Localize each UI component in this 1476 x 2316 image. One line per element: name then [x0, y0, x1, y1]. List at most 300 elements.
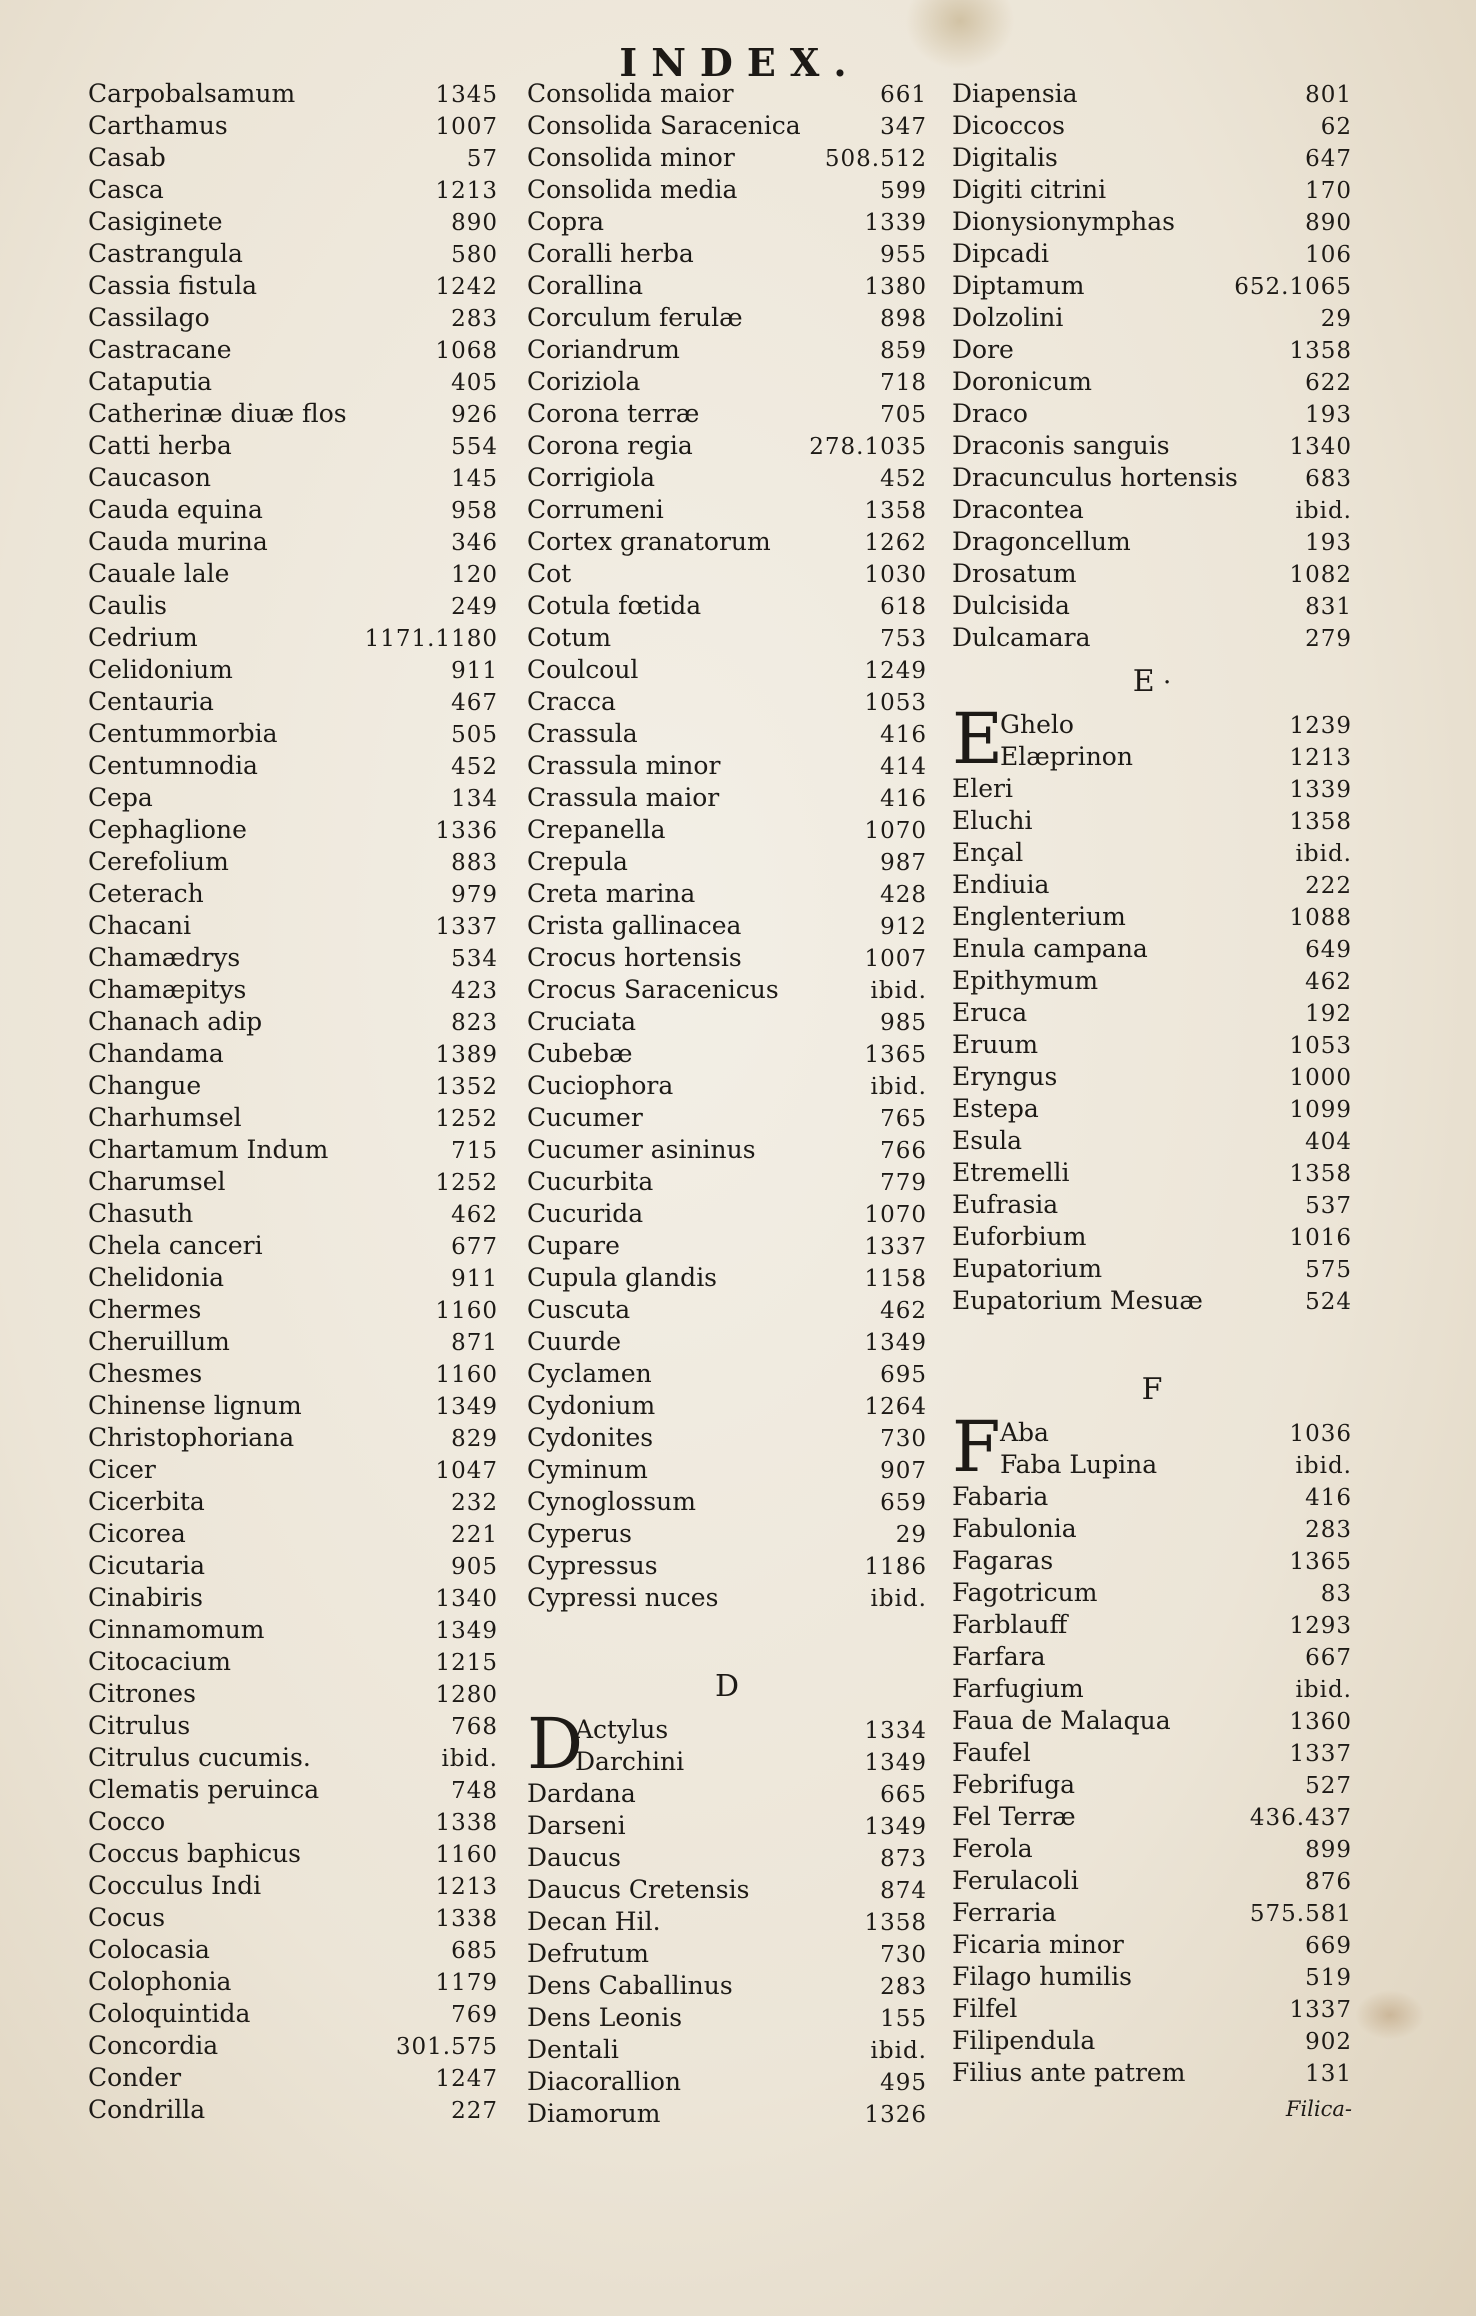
- entry-page-ref: 902: [1305, 2029, 1352, 2055]
- entry-term: Caulis: [88, 591, 167, 620]
- entry-page-ref: 649: [1305, 937, 1352, 963]
- entry-term: Dolzolini: [952, 303, 1064, 332]
- entry-page-ref: 534: [451, 946, 498, 972]
- entry-term: Cauda equina: [88, 495, 263, 524]
- entry-term: Catherinæ diuæ flos: [88, 399, 347, 428]
- entry-page-ref: 899: [1305, 1837, 1352, 1863]
- entry-page-ref: 683: [1305, 466, 1352, 492]
- entry-page-ref: 505: [451, 722, 498, 748]
- entry-term: Citocacium: [88, 1647, 231, 1676]
- entry-page-ref: 748: [451, 1778, 498, 1804]
- entry-page-ref: 1215: [435, 1650, 498, 1676]
- index-entry: [952, 1481, 1352, 1513]
- index-entry: [88, 1038, 498, 1070]
- entry-term: Eluchi: [952, 806, 1033, 835]
- entry-page-ref: 193: [1305, 402, 1352, 428]
- entries-block: [952, 78, 1352, 654]
- index-entry: [88, 1294, 498, 1326]
- index-entry: [527, 1906, 927, 1938]
- entry-page-ref: 283: [880, 1974, 927, 2000]
- entry-term: Cerefolium: [88, 847, 229, 876]
- entry-term: Darchini: [575, 1747, 685, 1776]
- entry-term: Cinnamomum: [88, 1615, 265, 1644]
- entry-term: Cauale lale: [88, 559, 230, 588]
- entry-page-ref: 652.1065: [1234, 274, 1352, 300]
- entry-term: Dardana: [527, 1779, 636, 1808]
- entry-page-ref: 283: [451, 306, 498, 332]
- entry-page-ref: 871: [451, 1330, 498, 1356]
- entry-page-ref: 905: [451, 1554, 498, 1580]
- entry-term: Cicer: [88, 1455, 156, 1484]
- entry-term: Chela canceri: [88, 1231, 263, 1260]
- index-entry: [527, 2066, 927, 2098]
- entry-page-ref: 1339: [1289, 777, 1352, 803]
- entry-page-ref: 580: [451, 242, 498, 268]
- entry-page-ref: 1380: [864, 274, 927, 300]
- entry-page-ref: 1340: [435, 1586, 498, 1612]
- entry-page-ref: 907: [880, 1458, 927, 1484]
- entry-term: Farblauff: [952, 1610, 1068, 1639]
- entry-term: Centummorbia: [88, 719, 278, 748]
- entry-page-ref: 1158: [864, 1266, 927, 1292]
- entry-term: Eupatorium: [952, 1254, 1103, 1283]
- index-entry: [88, 910, 498, 942]
- entry-page-ref: 554: [451, 434, 498, 460]
- index-column-3: [952, 78, 1352, 2129]
- entry-term: Ferraria: [952, 1898, 1057, 1927]
- entry-term: Coriziola: [527, 367, 641, 396]
- entry-page-ref: 1239: [1289, 713, 1352, 739]
- index-entry: [952, 1705, 1352, 1737]
- entry-term: Centauria: [88, 687, 214, 716]
- index-entry: [527, 2034, 927, 2066]
- entry-page-ref: 155: [880, 2006, 927, 2032]
- entry-page-ref: 753: [880, 626, 927, 652]
- index-entry: [88, 2062, 498, 2094]
- index-entry: [527, 1358, 927, 1390]
- index-entry: [527, 1874, 927, 1906]
- index-entry: [952, 837, 1352, 869]
- entry-page-ref: 436.437: [1249, 1805, 1352, 1831]
- entry-page-ref: 926: [451, 402, 498, 428]
- index-entry: [952, 869, 1352, 901]
- entry-page-ref: ibid.: [870, 978, 927, 1004]
- entry-term: Dionysionymphas: [952, 207, 1175, 236]
- section-heading-f: F: [1141, 1372, 1163, 1407]
- index-entry: [88, 1774, 498, 1806]
- entry-page-ref: 1007: [864, 946, 927, 972]
- entry-term: Cocculus Indi: [88, 1871, 262, 1900]
- index-entry: [527, 1390, 927, 1422]
- entry-page-ref: 467: [451, 690, 498, 716]
- entry-term: Dragoncellum: [952, 527, 1131, 556]
- index-entry: [952, 622, 1352, 654]
- entry-term: Fel Terræ: [952, 1802, 1076, 1831]
- entry-page-ref: 911: [451, 1266, 498, 1292]
- entry-term: Dracunculus hortensis: [952, 463, 1238, 492]
- entry-page-ref: 859: [880, 338, 927, 364]
- entry-term: Cupare: [527, 1231, 620, 1260]
- index-entry: [952, 206, 1352, 238]
- entry-term: Diamorum: [527, 2099, 661, 2128]
- entry-page-ref: 29: [895, 1522, 927, 1548]
- entry-page-ref: 1337: [435, 914, 498, 940]
- spacer: [952, 1317, 1352, 1362]
- index-entry: [88, 1486, 498, 1518]
- entry-term: Charumsel: [88, 1167, 226, 1196]
- entry-term: Crista gallinacea: [527, 911, 742, 940]
- index-entry: [952, 1577, 1352, 1609]
- entry-page-ref: ibid.: [1295, 841, 1352, 867]
- entry-term: Eupatorium Mesuæ: [952, 1286, 1203, 1315]
- entry-term: Cataputia: [88, 367, 213, 396]
- index-entry: [527, 1810, 927, 1842]
- entry-page-ref: 283: [1305, 1517, 1352, 1543]
- entry-page-ref: 1358: [1289, 809, 1352, 835]
- entry-page-ref: 1036: [1289, 1421, 1352, 1447]
- entry-term: Diptamum: [952, 271, 1085, 300]
- index-entry: [88, 2094, 498, 2126]
- entry-term: Filago humilis: [952, 1962, 1132, 1991]
- entry-page-ref: ibid.: [1295, 1453, 1352, 1479]
- entry-term: Filipendula: [952, 2026, 1096, 2055]
- index-entry: [952, 1513, 1352, 1545]
- entry-term: Actylus: [575, 1715, 669, 1744]
- entry-term: Digiti citrini: [952, 175, 1107, 204]
- entry-page-ref: 1099: [1289, 1097, 1352, 1123]
- entry-term: Farfara: [952, 1642, 1046, 1671]
- entry-term: Cassia fistula: [88, 271, 258, 300]
- entry-page-ref: 669: [1305, 1933, 1352, 1959]
- entry-term: Enula campana: [952, 934, 1148, 963]
- index-entry: [88, 686, 498, 718]
- entry-page-ref: 575.581: [1249, 1901, 1352, 1927]
- index-entry: [952, 526, 1352, 558]
- entry-term: Coloquintida: [88, 1999, 251, 2028]
- index-entry: [88, 1550, 498, 1582]
- index-entry: [88, 622, 498, 654]
- index-entry: [527, 1198, 927, 1230]
- entry-page-ref: 1068: [435, 338, 498, 364]
- catchword: Filica-: [1285, 2097, 1352, 2121]
- entry-page-ref: 278.1035: [809, 434, 927, 460]
- index-entry: [952, 1673, 1352, 1705]
- index-entry: [88, 1006, 498, 1038]
- entry-term: Cicutaria: [88, 1551, 206, 1580]
- entry-term: Consolida maior: [527, 79, 734, 108]
- entry-term: Esula: [952, 1126, 1023, 1155]
- entry-page-ref: 134: [451, 786, 498, 812]
- drop-cap-d: D: [527, 1703, 584, 1785]
- entry-page-ref: 1171.1180: [364, 626, 498, 652]
- index-entry: [527, 270, 927, 302]
- entry-page-ref: 416: [880, 722, 927, 748]
- entry-page-ref: 428: [880, 882, 927, 908]
- entry-page-ref: 1252: [435, 1170, 498, 1196]
- entry-page-ref: 106: [1305, 242, 1352, 268]
- entry-term: Eleri: [952, 774, 1013, 803]
- entry-term: Chamæpitys: [88, 975, 247, 1004]
- entry-page-ref: 715: [451, 1138, 498, 1164]
- entry-page-ref: 1242: [435, 274, 498, 300]
- index-entry: [88, 974, 498, 1006]
- index-entry: [575, 1714, 927, 1746]
- entry-page-ref: 873: [880, 1846, 927, 1872]
- entry-page-ref: 695: [880, 1362, 927, 1388]
- entry-term: Dens Leonis: [527, 2003, 683, 2032]
- entry-term: Dens Caballinus: [527, 1971, 733, 2000]
- entry-term: Daucus Cretensis: [527, 1875, 750, 1904]
- entry-page-ref: 1358: [864, 498, 927, 524]
- entry-term: Corculum ferulæ: [527, 303, 743, 332]
- entry-term: Crepanella: [527, 815, 666, 844]
- index-entry: [527, 718, 927, 750]
- index-entry: [527, 1166, 927, 1198]
- index-entry: [88, 398, 498, 430]
- index-entry: [952, 558, 1352, 590]
- index-entry: [88, 270, 498, 302]
- index-entry: [527, 1326, 927, 1358]
- index-entry: [952, 110, 1352, 142]
- index-entry: [88, 1678, 498, 1710]
- entry-term: Corrigiola: [527, 463, 656, 492]
- entry-page-ref: 677: [451, 1234, 498, 1260]
- entry-page-ref: 1349: [435, 1618, 498, 1644]
- index-entry: [88, 1838, 498, 1870]
- index-entry: [952, 1769, 1352, 1801]
- entry-term: Epithymum: [952, 966, 1099, 995]
- index-entry: [1000, 741, 1352, 773]
- entry-page-ref: ibid.: [441, 1746, 498, 1772]
- initial-rows: [1000, 1417, 1352, 1481]
- section-heading-e: E ·: [952, 654, 1352, 709]
- entry-term: Changue: [88, 1071, 202, 1100]
- index-entry: [527, 302, 927, 334]
- entry-page-ref: 665: [880, 1782, 927, 1808]
- entry-page-ref: 718: [880, 370, 927, 396]
- index-entry: [527, 2002, 927, 2034]
- index-entry: [952, 1125, 1352, 1157]
- entry-page-ref: 1249: [864, 658, 927, 684]
- entry-page-ref: 1047: [435, 1458, 498, 1484]
- entry-term: Cepa: [88, 783, 153, 812]
- entry-term: Etremelli: [952, 1158, 1070, 1187]
- entry-term: Ferulacoli: [952, 1866, 1079, 1895]
- index-entry: [527, 1778, 927, 1810]
- entry-term: Cupula glandis: [527, 1263, 718, 1292]
- entry-term: Chacani: [88, 911, 192, 940]
- index-entry: [527, 1006, 927, 1038]
- entry-page-ref: 193: [1305, 530, 1352, 556]
- index-entry: [527, 1518, 927, 1550]
- entry-page-ref: 423: [451, 978, 498, 1004]
- entry-term: Cubebæ: [527, 1039, 633, 1068]
- entry-term: Dicoccos: [952, 111, 1065, 140]
- entry-term: Cortex granatorum: [527, 527, 771, 556]
- entry-page-ref: 1336: [435, 818, 498, 844]
- entry-term: Draconis sanguis: [952, 431, 1170, 460]
- entry-page-ref: ibid.: [870, 2038, 927, 2064]
- index-entry: [88, 590, 498, 622]
- index-entry: [952, 334, 1352, 366]
- index-entry: [952, 1897, 1352, 1929]
- entry-term: Filius ante patrem: [952, 2058, 1186, 2087]
- entry-page-ref: 1358: [1289, 1161, 1352, 1187]
- entry-page-ref: 1349: [864, 1330, 927, 1356]
- index-entry: [527, 366, 927, 398]
- index-entry: [952, 965, 1352, 997]
- index-entry: [88, 1646, 498, 1678]
- index-entry: [952, 1093, 1352, 1125]
- index-entry: [527, 1454, 927, 1486]
- entry-term: Cotula fœtida: [527, 591, 702, 620]
- entry-term: Doronicum: [952, 367, 1093, 396]
- entry-term: Febrifuga: [952, 1770, 1075, 1799]
- entry-page-ref: 1030: [864, 562, 927, 588]
- index-entry: [527, 1842, 927, 1874]
- entries-block: [527, 1778, 927, 2130]
- entry-page-ref: ibid.: [870, 1586, 927, 1612]
- entry-page-ref: 730: [880, 1942, 927, 1968]
- entry-term: Cucurida: [527, 1199, 644, 1228]
- index-entry: [952, 494, 1352, 526]
- entry-page-ref: 145: [451, 466, 498, 492]
- index-entry: [527, 142, 927, 174]
- entry-term: Cucumer asininus: [527, 1135, 756, 1164]
- index-column-2: [527, 78, 927, 2130]
- entry-page-ref: 1337: [1289, 1741, 1352, 1767]
- entry-page-ref: 575: [1305, 1257, 1352, 1283]
- index-entry: [527, 590, 927, 622]
- entry-page-ref: 1389: [435, 1042, 498, 1068]
- index-entry: [952, 1029, 1352, 1061]
- entry-term: Eruca: [952, 998, 1028, 1027]
- index-entry: [88, 430, 498, 462]
- index-entry: [952, 1833, 1352, 1865]
- index-entry: [527, 910, 927, 942]
- entry-term: Consolida media: [527, 175, 738, 204]
- entry-page-ref: 622: [1305, 370, 1352, 396]
- index-entry: [88, 334, 498, 366]
- entry-term: Decan Hil.: [527, 1907, 661, 1936]
- entry-term: Cuurde: [527, 1327, 622, 1356]
- entry-term: Cocus: [88, 1903, 166, 1932]
- entry-page-ref: 1007: [435, 114, 498, 140]
- entry-term: Euforbium: [952, 1222, 1087, 1251]
- entry-term: Dipcadi: [952, 239, 1049, 268]
- entry-page-ref: 1352: [435, 1074, 498, 1100]
- entry-term: Crocus Saracenicus: [527, 975, 779, 1004]
- entry-page-ref: 705: [880, 402, 927, 428]
- index-entry: [952, 302, 1352, 334]
- entry-page-ref: 659: [880, 1490, 927, 1516]
- entry-term: Crassula: [527, 719, 638, 748]
- initial-block-d: [527, 1703, 927, 1785]
- index-entry: [88, 654, 498, 686]
- index-entry: [527, 974, 927, 1006]
- entry-term: Cucumer: [527, 1103, 643, 1132]
- entry-term: Copra: [527, 207, 605, 236]
- index-entry: [952, 805, 1352, 837]
- index-entry: [952, 1929, 1352, 1961]
- entry-term: Dulcamara: [952, 623, 1091, 652]
- entry-page-ref: 1053: [1289, 1033, 1352, 1059]
- index-entry: [952, 430, 1352, 462]
- entry-page-ref: 685: [451, 1938, 498, 1964]
- entry-page-ref: 62: [1320, 114, 1352, 140]
- entry-page-ref: 831: [1305, 594, 1352, 620]
- index-entry: [952, 1189, 1352, 1221]
- entry-term: Ficaria minor: [952, 1930, 1124, 1959]
- entry-page-ref: 416: [880, 786, 927, 812]
- entry-term: Casab: [88, 143, 166, 172]
- entry-page-ref: 416: [1305, 1485, 1352, 1511]
- index-entry: [527, 846, 927, 878]
- index-entry: [952, 2025, 1352, 2057]
- entry-page-ref: 1213: [1289, 745, 1352, 771]
- entry-page-ref: 249: [451, 594, 498, 620]
- entry-term: Clematis peruinca: [88, 1775, 320, 1804]
- index-entry: [952, 174, 1352, 206]
- entry-term: Englenterium: [952, 902, 1126, 931]
- entry-page-ref: 1345: [435, 82, 498, 108]
- entry-page-ref: 404: [1305, 1129, 1352, 1155]
- index-entry: [88, 814, 498, 846]
- index-entry: [952, 1641, 1352, 1673]
- entry-term: Dentali: [527, 2035, 619, 2064]
- index-entry: [88, 206, 498, 238]
- index-entry: [527, 334, 927, 366]
- entry-page-ref: 823: [451, 1010, 498, 1036]
- section-heading-d: D: [714, 1669, 740, 1704]
- entry-term: Crassula maior: [527, 783, 720, 812]
- index-entry: [527, 78, 927, 110]
- entry-term: Drosatum: [952, 559, 1077, 588]
- index-entry: [527, 750, 927, 782]
- index-entry: [88, 1710, 498, 1742]
- index-entry: [88, 1422, 498, 1454]
- entry-page-ref: 985: [880, 1010, 927, 1036]
- index-entry: [527, 174, 927, 206]
- entry-term: Cephaglione: [88, 815, 247, 844]
- entry-page-ref: 452: [451, 754, 498, 780]
- entry-page-ref: 1280: [435, 1682, 498, 1708]
- entry-term: Concordia: [88, 2031, 219, 2060]
- entry-page-ref: 1349: [864, 1814, 927, 1840]
- initial-rows: [575, 1714, 927, 1778]
- index-entry: [88, 1806, 498, 1838]
- entry-page-ref: 279: [1305, 626, 1352, 652]
- entry-term: Chinense lignum: [88, 1391, 302, 1420]
- index-entry: [88, 1518, 498, 1550]
- entry-term: Crepula: [527, 847, 628, 876]
- index-entry: [88, 494, 498, 526]
- entry-term: Crocus hortensis: [527, 943, 742, 972]
- entry-term: Fabulonia: [952, 1514, 1077, 1543]
- entry-term: Corona terræ: [527, 399, 700, 428]
- index-entry: [527, 1102, 927, 1134]
- index-entry: [1000, 1417, 1352, 1449]
- entry-term: Filfel: [952, 1994, 1018, 2023]
- index-entry: [952, 1609, 1352, 1641]
- index-entry: [88, 1070, 498, 1102]
- initial-rows: [1000, 709, 1352, 773]
- entry-term: Corona regia: [527, 431, 693, 460]
- index-entry: [88, 110, 498, 142]
- index-entry: [88, 718, 498, 750]
- entry-term: Fagaras: [952, 1546, 1054, 1575]
- entry-page-ref: 1334: [864, 1718, 927, 1744]
